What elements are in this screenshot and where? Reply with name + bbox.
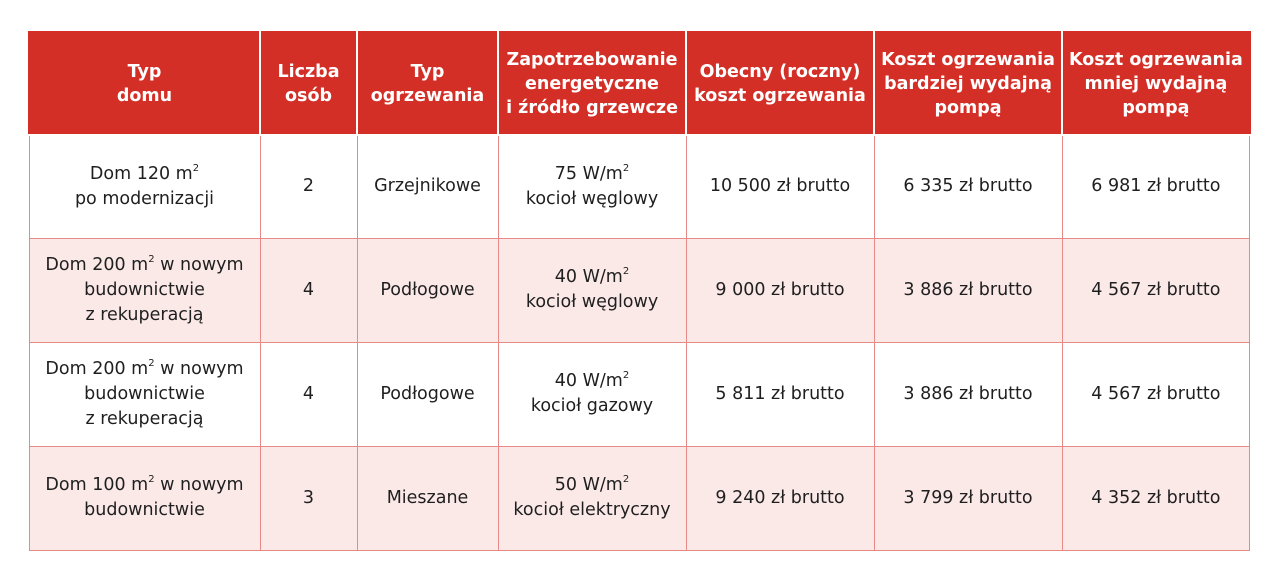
house-type-text: po modernizacji bbox=[74, 188, 215, 209]
header-cost-efficient-pump-line: pompą bbox=[934, 97, 1002, 118]
superscript: 2 bbox=[622, 474, 630, 485]
cell-cost-efficient-pump: 3 799 zł brutto bbox=[874, 446, 1062, 550]
header-heating-type bbox=[357, 32, 498, 135]
cell-cost-efficient-pump: 3 886 zł brutto bbox=[874, 238, 1062, 342]
cell-heating-type: Podłogowe bbox=[357, 238, 498, 342]
house-type-text: budownictwie bbox=[84, 279, 205, 300]
heating-cost-table-container bbox=[28, 31, 1251, 551]
house-type-line bbox=[36, 253, 254, 278]
table-row bbox=[29, 446, 1250, 550]
demand-value-text: 50 W/m bbox=[554, 475, 623, 495]
demand-value bbox=[505, 265, 680, 290]
demand-source: kocioł gazowy bbox=[530, 396, 654, 416]
house-type-text: w nowym bbox=[154, 475, 244, 495]
cell-current-cost: 5 811 zł brutto bbox=[686, 342, 874, 446]
header-current-cost bbox=[686, 32, 874, 135]
cell-house-type bbox=[29, 446, 260, 550]
header-persons bbox=[260, 32, 357, 135]
house-type-line bbox=[36, 357, 254, 382]
demand-source: kocioł elektryczny bbox=[513, 500, 671, 520]
house-type-text: Dom 120 m bbox=[89, 163, 193, 184]
cell-cost-less-efficient-pump: 4 567 zł brutto bbox=[1062, 238, 1250, 342]
header-cost-efficient-pump bbox=[874, 32, 1062, 135]
header-cost-less-efficient-pump-line: mniej wydajną bbox=[1084, 73, 1228, 94]
header-current-cost-line: koszt ogrzewania bbox=[694, 85, 866, 106]
house-type-line bbox=[36, 278, 254, 303]
superscript: 2 bbox=[148, 357, 155, 369]
table-row bbox=[29, 238, 1250, 342]
table-row bbox=[29, 342, 1250, 446]
house-type-text: budownictwie bbox=[84, 500, 205, 520]
demand-value-text: 40 W/m bbox=[554, 371, 623, 391]
header-house-type-line: Typ bbox=[127, 61, 162, 82]
cell-energy-demand bbox=[498, 238, 686, 342]
header-energy-demand-line: energetyczne bbox=[525, 73, 659, 94]
header-cost-less-efficient-pump-line: pompą bbox=[1122, 97, 1190, 118]
cell-cost-efficient-pump: 6 335 zł brutto bbox=[874, 135, 1062, 238]
demand-value bbox=[505, 162, 680, 187]
cell-current-cost: 9 240 zł brutto bbox=[686, 446, 874, 550]
demand-source: kocioł węglowy bbox=[525, 188, 659, 209]
cell-energy-demand bbox=[498, 135, 686, 238]
house-type-line bbox=[36, 303, 254, 328]
header-cost-efficient-pump-line: bardziej wydajną bbox=[884, 73, 1052, 94]
house-type-line bbox=[36, 382, 254, 407]
cell-persons: 4 bbox=[260, 342, 357, 446]
house-type-line bbox=[36, 162, 254, 187]
house-type-text: Dom 100 m bbox=[45, 475, 149, 495]
cell-persons: 2 bbox=[260, 135, 357, 238]
cell-house-type bbox=[29, 238, 260, 342]
cell-house-type bbox=[29, 342, 260, 446]
cell-energy-demand bbox=[498, 342, 686, 446]
demand-value bbox=[505, 369, 680, 394]
house-type-text: w nowym bbox=[154, 358, 244, 379]
cell-cost-less-efficient-pump: 6 981 zł brutto bbox=[1062, 135, 1250, 238]
table-header bbox=[29, 32, 1250, 135]
header-energy-demand-line: Zapotrzebowanie bbox=[506, 49, 678, 70]
header-cost-less-efficient-pump-line: Koszt ogrzewania bbox=[1069, 49, 1243, 70]
cell-persons: 3 bbox=[260, 446, 357, 550]
table-body bbox=[29, 135, 1250, 550]
house-type-line bbox=[36, 498, 254, 523]
superscript: 2 bbox=[622, 266, 630, 277]
demand-value-text: 40 W/m bbox=[554, 267, 623, 287]
cell-heating-type: Grzejnikowe bbox=[357, 135, 498, 238]
cell-current-cost: 10 500 zł brutto bbox=[686, 135, 874, 238]
cell-cost-less-efficient-pump: 4 352 zł brutto bbox=[1062, 446, 1250, 550]
cell-heating-type: Podłogowe bbox=[357, 342, 498, 446]
cell-persons: 4 bbox=[260, 238, 357, 342]
superscript: 2 bbox=[148, 474, 155, 485]
house-type-text: budownictwie bbox=[84, 383, 205, 404]
cell-cost-efficient-pump: 3 886 zł brutto bbox=[874, 342, 1062, 446]
house-type-line bbox=[36, 187, 254, 212]
house-type-text: z rekuperacją bbox=[85, 304, 204, 325]
house-type-line bbox=[36, 407, 254, 432]
header-persons-line: Liczba bbox=[277, 61, 340, 82]
superscript: 2 bbox=[192, 162, 200, 174]
heating-cost-table bbox=[28, 31, 1251, 551]
header-current-cost-line: Obecny (roczny) bbox=[699, 61, 861, 82]
cell-current-cost: 9 000 zł brutto bbox=[686, 238, 874, 342]
cell-cost-less-efficient-pump: 4 567 zł brutto bbox=[1062, 342, 1250, 446]
demand-source: kocioł węglowy bbox=[525, 292, 659, 312]
demand-value bbox=[505, 473, 680, 498]
table-row bbox=[29, 135, 1250, 238]
house-type-text: Dom 200 m bbox=[45, 254, 149, 275]
superscript: 2 bbox=[622, 162, 630, 174]
superscript: 2 bbox=[148, 253, 155, 265]
house-type-text: w nowym bbox=[154, 254, 244, 275]
house-type-line bbox=[36, 473, 254, 498]
house-type-text: Dom 200 m bbox=[45, 358, 149, 379]
cell-house-type bbox=[29, 135, 260, 238]
header-house-type-line: domu bbox=[116, 85, 173, 106]
header-energy-demand bbox=[498, 32, 686, 135]
header-cost-less-efficient-pump bbox=[1062, 32, 1250, 135]
demand-value-text: 75 W/m bbox=[554, 163, 623, 184]
header-heating-type-line: ogrzewania bbox=[370, 85, 485, 106]
cell-heating-type: Mieszane bbox=[357, 446, 498, 550]
cell-energy-demand bbox=[498, 446, 686, 550]
superscript: 2 bbox=[622, 370, 630, 381]
house-type-text: z rekuperacją bbox=[85, 408, 204, 429]
header-row bbox=[29, 32, 1250, 135]
header-energy-demand-line: i źródło grzewcze bbox=[506, 97, 678, 118]
header-cost-efficient-pump-line: Koszt ogrzewania bbox=[881, 49, 1055, 70]
header-heating-type-line: Typ bbox=[410, 61, 445, 82]
header-persons-line: osób bbox=[285, 85, 332, 106]
header-house-type bbox=[29, 32, 260, 135]
